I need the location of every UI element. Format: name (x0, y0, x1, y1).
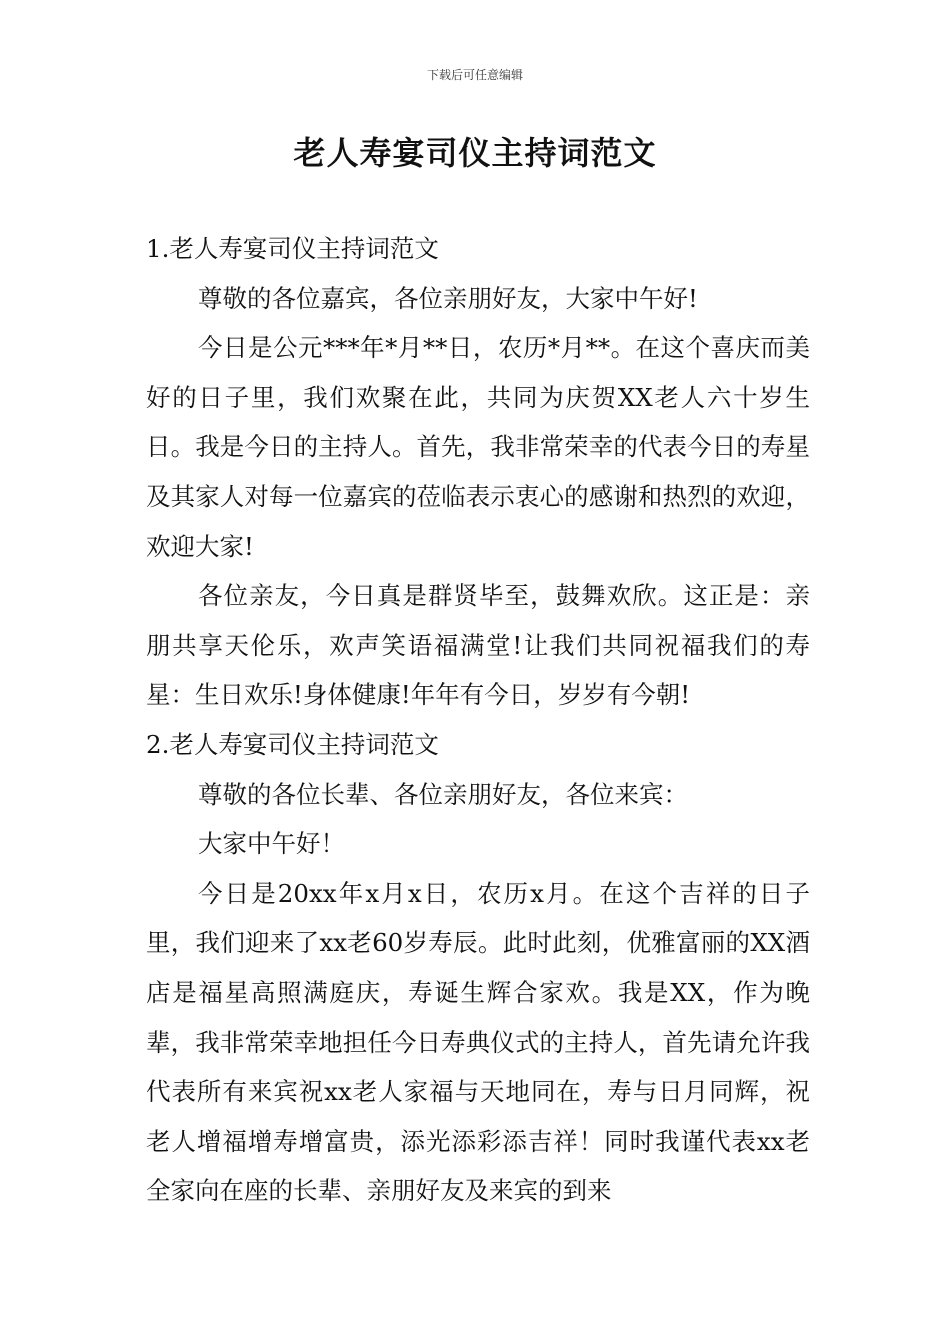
section-heading-2: 2.老人寿宴司仪主持词范文 (146, 729, 439, 759)
paragraph: 今日是20xx年x月x日，农历x月。在这个吉祥的日子里，我们迎来了xx老60岁寿辰。此时此刻，优雅富丽的XX酒店是福星高照满庭庆，寿诞生辉合家欢。我是XX，作为晚辈，我非常荣幸地担任今日寿典仪式的主持人，首先请允许我代表所有来宾祝xx老人家福与天地同在，寿与日月同辉，祝老人增福增寿增富贵，添光添彩添吉祥！同时我谨代表xx老全家向在座的长辈、亲朋好友及来宾的到来 (146, 878, 810, 1206)
paragraph: 尊敬的各位嘉宾，各位亲朋好友，大家中午好! (198, 283, 698, 313)
section-heading-1: 1.老人寿宴司仪主持词范文 (146, 234, 439, 263)
paragraph: 大家中午好！ (198, 829, 345, 859)
page-title: 老人寿宴司仪主持词范文 (293, 134, 657, 172)
paragraph: 各位亲友，今日真是群贤毕至，鼓舞欢欣。这正是：亲朋共享天伦乐，欢声笑语福满堂!让我们共同祝福我们的寿星：生日欢乐!身体健康!年年有今日，岁岁有今朝! (146, 581, 810, 710)
paragraph: 今日是公元***年*月**日，农历*月**。在这个喜庆而美好的日子里，我们欢聚在此，共同为庆贺XX老人六十岁生日。我是今日的主持人。首先，我非常荣幸的代表今日的寿星及其家人对每一位嘉宾的莅临表示衷心的感谢和热烈的欢迎，欢迎大家! (146, 333, 810, 561)
header-note: 下载后可任意编辑 (426, 68, 523, 82)
document-body (146, 224, 810, 1216)
paragraph: 尊敬的各位长辈、各位亲朋好友，各位来宾： (198, 779, 688, 809)
